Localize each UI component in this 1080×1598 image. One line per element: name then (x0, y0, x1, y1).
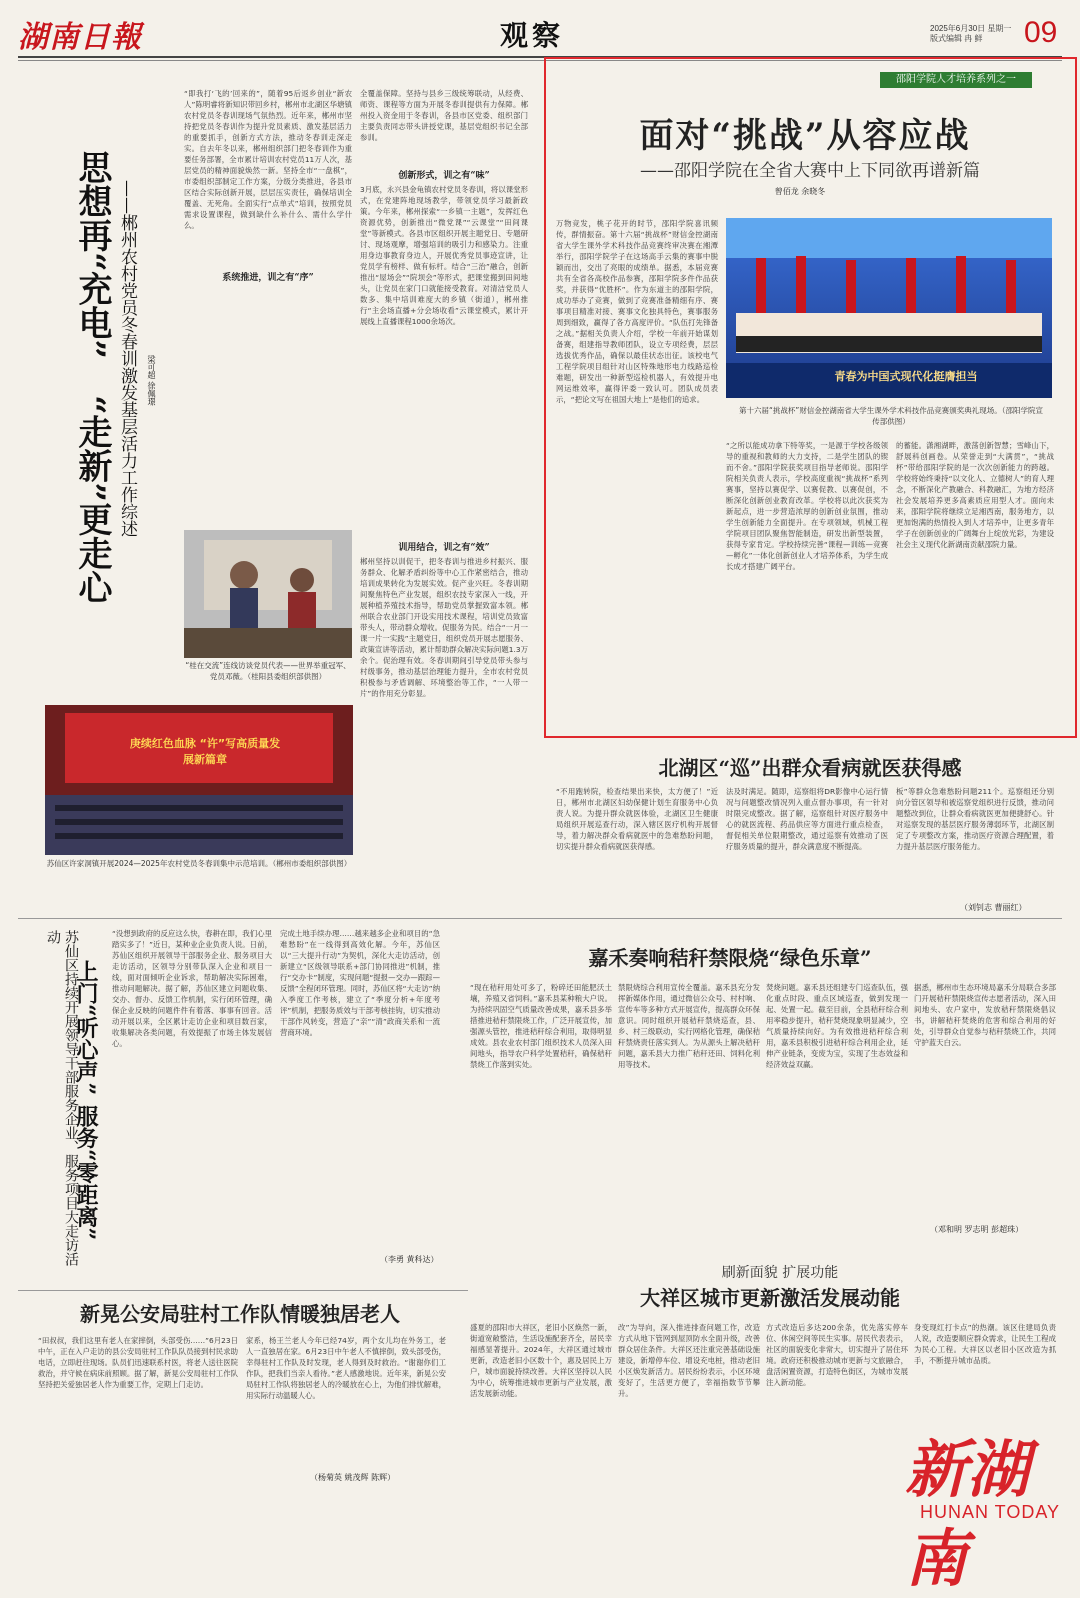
newspaper-logo: 湖南日報 (18, 20, 142, 55)
date-text: 2025年6月30日 星期一 (930, 24, 1012, 33)
article4-byline: （李勇 黄科达） (380, 1255, 439, 1264)
article1-photo-1 (184, 530, 352, 658)
article5-body-col4: 据悉，郴州市生态环境局嘉禾分局联合多部门开展秸秆禁限烧宣传志愿者活动，深入田间地头、农户家中，发放秸秆禁限烧倡议书，讲解秸秆焚烧的危害和综合利用的好处，引导群众自觉参与秸秆禁烧工作，共同守护蓝天白云。 (914, 983, 1056, 1047)
article4-body-col1: “没想到政府的反应这么快，春耕在即，我们心里踏实多了！”近日，某种业企业负责人说。日前，苏仙区组织开展领导干部服务企业、服务项目大走访活动，区领导分别带队深入企业和项目一线，面对面倾听企业诉求，帮助解决实际困难，推动问题解决。据了解，苏仙区建立问题收集、交办、督办、反馈工作机制，实行闭环管理，确保企业反映的问题件件有着落、事事有回音。活动开展以来，全区累计走访企业和项目数百家，收集解决各类问题，有效提振了市场主体发展信心。 (112, 929, 272, 1048)
article2-photo-caption: 第十六届“挑战杯”财信金控湖南省大学生课外学术科技作品竞赛颁奖典礼现场。（邵阳学院宣传部供图） (738, 406, 1044, 426)
article1-photo-2-caption: 苏仙区许家洞镇开展2024—2025年农村党员冬春训集中示范培训。（郴州市委组织部供图） (46, 859, 352, 868)
article7-title: 大祥区城市更新激活发展动能 (640, 1286, 900, 1310)
article7-body-col2: 改”为导向，深入推进排查问题工作，改造方式从地下管网到屋顶防水全面升级，改善群众居住条件。大祥区还注重完善基础设施建设，新增停车位、增设充电桩，推动老旧小区焕发新活力。居民纷纷表示，小区环境变好了，生活更方便了，幸福指数节节攀升。 (618, 1323, 760, 1398)
award-banner-text: 青春为中国式现代化挺膺担当 (834, 370, 978, 383)
article4-title-b: 服务“零距离” (73, 1105, 99, 1241)
page-number: 09 (1024, 16, 1058, 49)
article1-subhead-2: 创新形式，训之有“味” (398, 171, 490, 181)
watermark-subtitle: HUNAN TODAY (920, 1502, 1061, 1522)
article5-body-col1: “现在秸秆用处可多了，粉碎还田能肥沃土壤，养殖又省饲料。”嘉禾县某种粮大户说。为持续巩固空气质量改善成果，嘉禾县多举措推进秸秆禁限烧工作，广泛开展宣传，加强源头管控，推进秸秆综合利用，取得明显成效。县农业农村部门组织技术人员深入田间地头，指导农户科学处置秸秆，确保秸秆禁烧工作落到实处。 (470, 983, 612, 1069)
article3-body-col2: 法及时满足。随即，巡察组将DR影像中心运行情况与问题整改情况列入重点督办事项，有一针对时限完成整改。据了解，巡察组针对医疗服务中心的就医流程、药品供应等方面进行重点检查，督促相关单位限期整改，通过巡察有效推动了医疗服务质量的提升，群众满意度不断提高。 (726, 787, 888, 851)
article1-title-a: 思想再“充电” (72, 150, 112, 360)
article2-body-col3: 的蓄能。潇湘湖畔，激荡创新智慧；雪峰山下，舒展科创画卷。从荣誉走到“大满贯”，“挑战杯”带给邵阳学院的是一次次创新能力的跨越。学校将始终秉持“以文化人、立德树人”的育人理念，不断深化产教融合、科教融汇，为地方经济社会发展培养更多高素质应用型人才。面向未来，邵阳学院将继续立足湘西南，服务地方，以更加饱满的热情投入到人才培养中，让更多青年学子在创新创业的广阔舞台上绽放光彩，为建设社会主义现代化新湖南贡献邵院力量。 (896, 441, 1054, 549)
article3-byline: （刘钊志 曹丽红） (960, 903, 1027, 912)
article6-byline: （杨菊英 姚茂辉 陈辉） (310, 1473, 396, 1482)
article7-body-col3: 方式改造后多达200余条，优先落实停车位、休闲空间等民生实事。居民代表表示，社区的面貌变化非常大，切实提升了居住环境。政府还积极推动城市更新与文旅融合，盘活闲置资源，打造特色街区，为城市发展注入新动能。 (766, 1323, 908, 1387)
article2-body-col2: “之所以能成功拿下特等奖，一是源于学校各级领导的重视和教师的大力支持，二是学生团队的锲而不舍。”邵阳学院获奖项目指导老师说。邵阳学院相关负责人表示，学校高度重视“挑战杯”系列赛事，坚持以赛促学、以赛促教、以赛促创，不断深化创新创业教育改革。学校将以此次获奖为新起点，进一步营造浓厚的创新创业氛围，推动学生创新能力全面提升。在专项领域，机械工程学院项目团队聚焦智能制造，研发出新型装置，获得专家肯定。学校持续完善“课程—训练—竞赛—孵化”一体化创新创业人才培养体系，为学生成长成才搭建广阔平台。 (726, 441, 888, 571)
article1-photo-1-caption: “桂在交流”连线访谈党员代表——世界举重冠军、党员邓薇。（桂阳县委组织部供图） (185, 661, 351, 681)
editors-text: 版式编辑 冉 鲜 (930, 34, 983, 43)
horizontal-divider-1 (18, 918, 1062, 919)
article4-body-col2: 完成土地手续办理……越来越多企业和项目的“急难愁盼”在一线得到高效化解。今年，苏仙区以“三大提升行动”为契机，深化大走访活动，创新建立“区级领导联系+部门协同推进”机制，推行“交办卡”制度，实现问题“提报—交办—跟踪—反馈”全程闭环管理。同时，苏仙区将“大走访”纳入季度工作考核，建立了“季度分析+年度考评”机制，把服务质效与干部考核挂钩，切实推动干部作风转变，营造了“亲”“清”政商关系和一流营商环境。 (280, 929, 440, 1037)
article4-title-a: 上门“听心声” (73, 960, 99, 1096)
article5-body-col3: 焚烧问题。嘉禾县还组建专门巡查队伍，强化重点时段、重点区域巡查，做到发现一起、处置一起。截至目前，全县秸秆综合利用率稳步提升，秸秆焚烧现象明显减少，空气质量持续向好。为有效推进秸秆综合利用，嘉禾县积极引进秸秆综合利用企业，延伸产业链条，变废为宝，实现了生态效益和经济效益双赢。 (766, 983, 908, 1069)
training-hall-image (45, 705, 353, 855)
article1-body-col2c: 郴州坚持以训促干，把冬春训与推进乡村振兴、服务群众、化解矛盾纠纷等中心工作紧密结合，推动培训成果转化为发展实效。促产业兴旺。冬春训期间聚焦特色产业发展，组织农技专家深入一线，开展种植养殖技术指导，帮助党员掌握致富本领。郴州联合农业部门开设实用技术课程，培训党员致富带头人，带动群众增收。促服务为民。结合“一月一课一片一实践”主题党日，组织党员开展志愿服务、政策宣讲等活动，累计帮助群众解决实际问题1.3万余个。促治理有效。冬春训期间引导党员带头参与村级事务，推动基层治理能力提升，全市农村党员积极参与矛盾调解、环境整治等工作，“一人带一片”的作用充分彰显。 (360, 557, 528, 698)
article1-byline: 梁可超 徐佩璟 (147, 355, 156, 406)
article2-subtitle: ——邵阳学院在全省大赛中上下同欲再谱新篇 (640, 161, 980, 181)
article2-photo (726, 218, 1052, 398)
article3-title: 北湖区“巡”出群众看病就医获得感 (658, 756, 962, 780)
article1-subhead-1: 系统推进，训之有“序” (222, 273, 314, 283)
article1-subtitle: ——郴州农村党员冬春训激发基层活力工作综述 (117, 180, 137, 537)
article2-title: 面对“挑战”从容应战 (639, 116, 971, 156)
article1-body-col1: “即我打‘飞的’回来的”，随着95后返乡创业“新农人”陈明睿将新知识带回乡村，郴州市北湖区华塘镇农村党员冬春训现场气氛热烈。近年来，郴州市坚持把党员冬春训作为提升党员素质、激发基层活力的重要抓手，创新方式方法，推动冬春训走深走实。自去年冬以来，郴州组织部门把冬春训作为重要任务部署，全市累计培训农村党员11万人次，基层党员的精神面貌焕然一新。坚持全市“一盘棋”，市委组织部制定工作方案，分级分类推进，各县市区结合实际创新开展，层层压实责任，确保培训全覆盖、无死角。全面实行“点单式”培训，按照党员需求设置课程，做到缺什么补什么、需什么学什么。 (184, 89, 352, 230)
article7-body-col4: 身变现红打卡点”的热潮。该区住建局负责人说，改造要顺应群众需求，让民生工程成为民心工程。大祥区以老旧小区改造为抓手，不断提升城市品质。 (914, 1323, 1056, 1365)
article3-body-col1: “不用跑转院，检查结果出来快，太方便了！”近日，郴州市北湖区妇幼保健计划生育服务中心负责人说。为提升群众就医体验，北湖区卫生健康局组织开展巡查行动，深入辖区医疗机构开展督导，着力解决群众看病就医中的急难愁盼问题，切实提升群众看病就医获得感。 (556, 787, 718, 851)
article5-byline: （邓和明 罗志明 彭超珠） (930, 1225, 1024, 1234)
training-hall-banner: 庚续红色血脉 “许”写高质量发展新篇章 (129, 737, 281, 766)
article7-kicker: 刷新面貌 扩展功能 (721, 1265, 839, 1281)
article6-body-col1: “田叔叔，我们这里有老人在家摔倒，头部受伤……”6月23日中午，正在入户走访的县公安局驻村工作队队员接到村民求助电话，立即赶往现场。队员们迅速联系村医，将老人送往医院救治，并守候在病床前照顾。据了解，新晃公安局驻村工作队坚持把关爱独居老人作为重要工作，定期上门走访。 (38, 1336, 238, 1389)
horizontal-divider-2 (18, 1290, 468, 1291)
dateline (930, 24, 1011, 44)
article6-body-col2: 家系，杨王兰老人今年已经74岁，两个女儿均在外务工，老人一直独居在家。6月23日中午老人不慎摔倒，致头部受伤，幸得驻村工作队及时发现，老人得到及时救治。“谢谢你们工作队，把我们当亲人看待。”老人感激地说。近年来，新晃公安局驻村工作队将独居老人的冷暖放在心上，为他们排忧解难，用实际行动温暖人心。 (246, 1336, 446, 1400)
interview-scene-image (184, 530, 352, 658)
series-tag: 邵阳学院人才培养系列之一 (880, 72, 1032, 88)
article7-body-col1: 盛夏的邵阳市大祥区，老旧小区焕然一新，街道宽敞整洁，生活设施配套齐全，居民幸福感显著提升。2024年，大祥区通过城市更新，改造老旧小区数十个，惠及居民上万户，城市面貌持续改善。大祥区坚持以人民为中心，统筹推进城市更新与产业发展，激活发展新动能。 (470, 1323, 612, 1398)
article6-title: 新晃公安局驻村工作队情暖独居老人 (80, 1302, 400, 1326)
article4-subtitle: 苏仙区持续开展领导干部服务企业、服务项目大走访活动 (45, 930, 79, 1266)
article5-body-col2: 禁限烧综合利用宣传全覆盖。嘉禾县充分发挥新媒体作用，通过微信公众号、村村响、宣传车等多种方式开展宣传，提高群众环保意识。同时组织开展秸秆禁烧巡查，县、乡、村三级联动，实行网格化管理，确保秸秆禁烧责任落实到人。为从源头上解决秸秆问题，嘉禾县大力推广秸秆还田、饲料化利用等技术。 (618, 983, 760, 1069)
article3-body-col3: 板”等群众急难愁盼问题211个。巡察组还分别向分管区领导和被巡察党组织进行反馈，推动问题整改到位，让群众看病就医更加便捷舒心。针对巡察发现的基层医疗服务薄弱环节，北湖区制定了专项整改方案，推动医疗资源合理配置，着力提升基层医疗服务能力。 (896, 787, 1054, 851)
article1-body-col2b: 3月底，永兴县金龟镇农村党员冬春训，将以课堂形式，在党建阵地现场教学，带领党员学习最新政策。今年来，郴州探索“一乡镇一主题”，发挥红色资源优势，创新推出“微党课”“云课堂”“田间课堂”等新模式。各县市区组织开展主题党日、专题研讨、现场观摩，增强培训的吸引力和感染力。注重用身边事教育身边人，开展优秀党员事迹宣讲，让党员学有榜样、做有标杆。结合“三治”融合，创新推出“屋场会”“院坝会”等形式，把课堂搬到田间地头，让党员在家门口就能接受教育。对清洁党员人数多、集中培训难度大的乡镇（街道），郴州推行“主会场直播+分会场收看”云课堂模式，累计开展线上直播课程1000余场次。 (360, 185, 528, 326)
article1-photo-2 (45, 705, 353, 855)
article1-body-col2: 全覆盖保障。坚持与县乡三级统筹联动，从经费、师资、课程等方面为开展冬春训提供有力保障。郴州投入资金用于冬春训，各县市区党委、组织部门主要负责同志带头讲授党课，基层党组织书记全部参训。 (360, 89, 528, 142)
section-title: 观察 (500, 19, 565, 52)
article1-title-b: “走新”更走心 (72, 395, 112, 605)
article1-subhead-3: 训用结合，训之有“效” (398, 543, 490, 553)
watermark-logo: 新湖南 (905, 1433, 1030, 1595)
article2-body-col1: 万物竞发，桃子花开的时节，邵阳学院喜讯频传，群情振奋。第十六届“挑战杯”财信金控湖南省大学生课外学术科技作品竞赛终审决赛在湘潭举行，邵阳学院学子在这场高手云集的赛事中脱颖而出，交出了亮眼的成绩单。据悉，本届竞赛共有全省各高校作品参赛，邵阳学院多件作品获奖，并获得“优胜杯”。作为东道主的邵阳学院，成功举办了竞赛，做到了竞赛准备精细有序、赛事项目精准对接、赛事文化独具特色，赛事服务周到细致，赢得了各方高度评价。“队伍打先锋备之战。”据相关负责人介绍，学校一年前开始谋划备赛，组建指导教师团队，设立专项经费，层层选拔优秀作品，确保以最佳状态出征。该校电气工程学院项目组针对山区特殊地形电力线路巡检难题，研发出一种新型巡检机器人，有效提升电网运维效率，赢得评委一致认可。团队成员表示，“把论文写在祖国大地上”是他们的追求。 (556, 219, 718, 404)
article5-title: 嘉禾奏响秸秆禁限烧“绿色乐章” (588, 946, 872, 970)
article2-byline: 曾佰龙 余晓冬 (774, 187, 826, 196)
